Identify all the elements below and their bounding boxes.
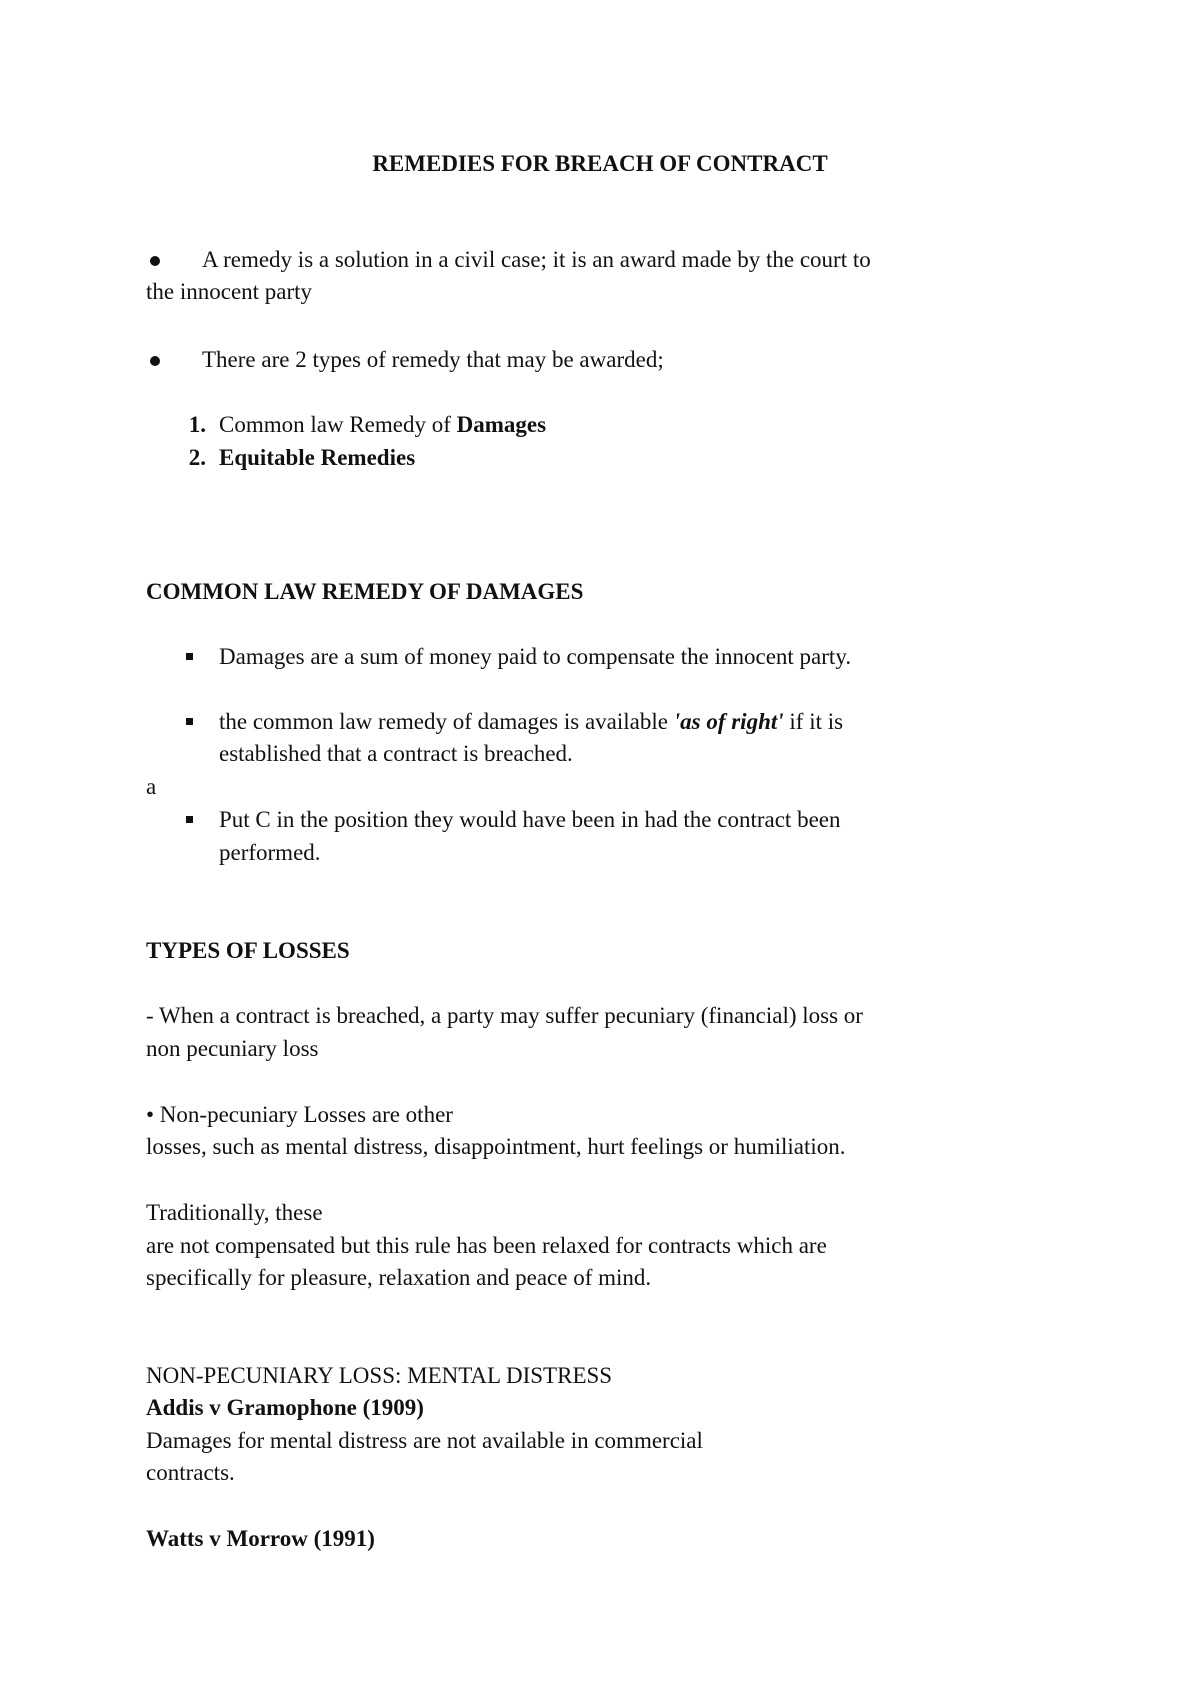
losses-para3-line1: Traditionally, these xyxy=(146,1200,323,1225)
damages-item-1: Damages are a sum of money paid to compensate the innocent party. xyxy=(219,644,852,669)
losses-para3-line3: specifically for pleasure, relaxation and peace of mind. xyxy=(146,1265,652,1290)
intro-bullet1-line1: A remedy is a solution in a civil case; it is an award made by the court to xyxy=(202,247,871,272)
list-item-2: Equitable Remedies xyxy=(219,445,416,470)
bullet-square xyxy=(186,653,193,660)
list-item-1 xyxy=(219,409,546,442)
case-title-watts: Watts v Morrow (1991) xyxy=(146,1526,375,1551)
section-heading-losses: TYPES OF LOSSES xyxy=(146,938,350,963)
list-number-1: 1. xyxy=(188,412,206,437)
section-heading-distress: NON-PECUNIARY LOSS: MENTAL DISTRESS xyxy=(146,1363,613,1388)
case-title-addis: Addis v Gramophone (1909) xyxy=(146,1395,424,1420)
losses-para1-line1: - When a contract is breached, a party may suffer pecuniary (financial) loss or xyxy=(146,1003,863,1028)
damages-item-2-emphasis: 'as of right' xyxy=(673,709,784,734)
case-addis-line2: contracts. xyxy=(146,1460,235,1485)
bullet-dot xyxy=(150,356,160,366)
damages-item-2 xyxy=(219,706,843,739)
damages-item-2-post: if it is xyxy=(783,709,844,734)
damages-item-2-line2: established that a contract is breached. xyxy=(219,741,573,766)
section-heading-damages: COMMON LAW REMEDY OF DAMAGES xyxy=(146,579,584,604)
losses-para3-line2: are not compensated but this rule has been relaxed for contracts which are xyxy=(146,1233,827,1258)
page-title: REMEDIES FOR BREACH OF CONTRACT xyxy=(372,151,828,176)
damages-item-3-line2: performed. xyxy=(219,840,321,865)
losses-para1-line2: non pecuniary loss xyxy=(146,1036,319,1061)
intro-bullet2: There are 2 types of remedy that may be awarded; xyxy=(202,347,664,372)
bullet-square xyxy=(186,816,193,823)
list-item-1-text: Common law Remedy of xyxy=(219,412,457,437)
losses-para2-line1: • Non-pecuniary Losses are other xyxy=(146,1102,453,1127)
stray-text: a xyxy=(146,774,157,799)
bullet-dot xyxy=(150,256,160,266)
intro-bullet1-line2: the innocent party xyxy=(146,279,313,304)
case-addis-line1: Damages for mental distress are not available in commercial xyxy=(146,1428,703,1453)
losses-para2-line2: losses, such as mental distress, disappointment, hurt feelings or humiliation. xyxy=(146,1134,846,1159)
damages-item-2-pre: the common law remedy of damages is available xyxy=(219,709,674,734)
bullet-square xyxy=(186,718,193,725)
list-item-1-bold: Damages xyxy=(456,412,547,437)
damages-item-3-line1: Put C in the position they would have been in had the contract been xyxy=(219,807,841,832)
list-number-2: 2. xyxy=(188,445,206,470)
